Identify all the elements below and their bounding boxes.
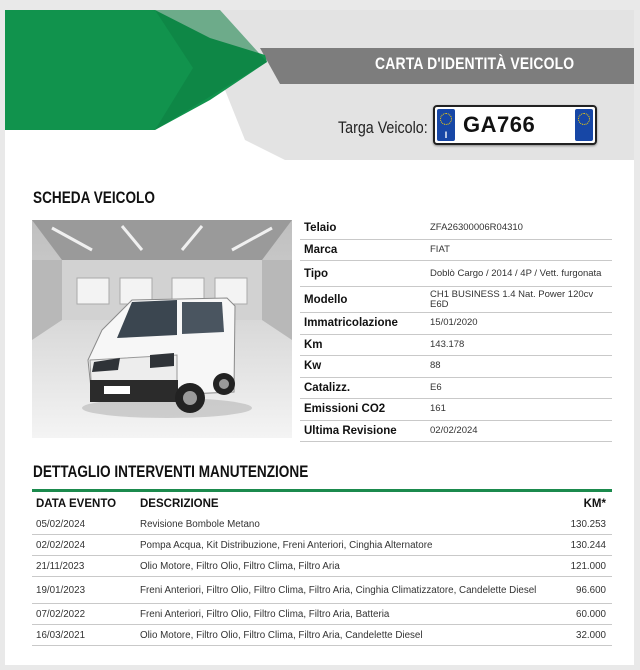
spec-value: FIAT xyxy=(430,243,450,255)
column-header-description: DESCRIZIONE xyxy=(140,498,219,510)
row-km: 60.000 xyxy=(576,608,606,620)
license-plate xyxy=(433,105,597,145)
plate-number: GA766 xyxy=(463,112,536,137)
table-row xyxy=(32,514,612,535)
spec-row-marca xyxy=(300,240,612,262)
spec-label: Immatricolazione xyxy=(304,317,398,330)
row-km: 130.253 xyxy=(570,518,606,530)
row-description: Olio Motore, Filtro Olio, Filtro Clima, Filtro Aria xyxy=(140,560,340,572)
vehicle-section-title: SCHEDA VEICOLO xyxy=(33,188,155,207)
row-description: Pompa Acqua, Kit Distribuzione, Freni Anteriori, Cinghia Alternatore xyxy=(140,539,433,551)
spec-value: 161 xyxy=(430,403,446,415)
row-date: 07/02/2022 xyxy=(36,608,86,620)
spec-value: ZFA26300006R04310 xyxy=(430,222,523,234)
row-date: 05/02/2024 xyxy=(36,518,86,530)
spec-label: Kw xyxy=(304,360,322,373)
row-description: Olio Motore, Filtro Olio, Filtro Clima, Filtro Aria, Candelette Diesel xyxy=(140,629,423,641)
spec-value: E6 xyxy=(430,381,442,393)
row-description: Freni Anteriori, Filtro Olio, Filtro Clima, Filtro Aria, Batteria xyxy=(140,608,390,620)
spec-row-kw xyxy=(300,356,612,378)
plate-label: Targa Veicolo: xyxy=(338,118,428,137)
spec-label: Telaio xyxy=(304,222,337,235)
spec-label: Catalizz. xyxy=(304,381,351,394)
spec-value: Doblò Cargo / 2014 / 4P / Vett. furgonata xyxy=(430,267,602,279)
spec-value: CH1 BUSINESS 1.4 Nat. Power 120cv E6D xyxy=(430,288,594,310)
spec-row-catalizz xyxy=(300,378,612,400)
vehicle-id-card xyxy=(5,10,634,665)
maintenance-section-title: DETTAGLIO INTERVENTI MANUTENZIONE xyxy=(33,462,309,481)
eu-flag-icon xyxy=(575,109,593,141)
page-title: CARTA D'IDENTITÀ VEICOLO xyxy=(375,54,575,73)
row-km: 121.000 xyxy=(570,560,606,572)
table-row xyxy=(32,577,612,604)
spec-row-emissioni xyxy=(300,399,612,421)
vehicle-photo xyxy=(32,220,292,438)
spec-value: 02/02/2024 xyxy=(430,424,478,436)
column-header-km: KM* xyxy=(583,498,606,510)
vehicle-spec-table xyxy=(300,218,612,442)
table-row xyxy=(32,604,612,625)
table-row xyxy=(32,535,612,556)
section-divider xyxy=(32,489,612,492)
spec-value: 15/01/2020 xyxy=(430,317,478,329)
row-description: Revisione Bombole Metano xyxy=(140,518,260,530)
row-date: 02/02/2024 xyxy=(36,539,86,551)
spec-row-tipo xyxy=(300,261,612,287)
spec-label: Km xyxy=(304,338,323,351)
spec-value: 88 xyxy=(430,360,441,372)
row-km: 96.600 xyxy=(576,584,606,596)
spec-label: Marca xyxy=(304,243,338,256)
spec-label: Tipo xyxy=(304,267,329,280)
row-date: 19/01/2023 xyxy=(36,584,86,596)
spec-row-immatricolazione xyxy=(300,313,612,335)
spec-label: Ultima Revisione xyxy=(304,424,397,437)
row-date: 16/03/2021 xyxy=(36,629,86,641)
row-km: 130.244 xyxy=(570,539,606,551)
spec-row-modello xyxy=(300,287,612,313)
spec-label: Emissioni CO2 xyxy=(304,403,386,416)
spec-value: 143.178 xyxy=(430,338,465,350)
maintenance-table xyxy=(32,514,612,646)
table-row xyxy=(32,556,612,577)
row-km: 32.000 xyxy=(576,629,606,641)
table-row xyxy=(32,625,612,646)
maintenance-table-header xyxy=(32,494,612,514)
spec-label: Modello xyxy=(304,293,348,306)
spec-row-km xyxy=(300,335,612,357)
column-header-date: DATA EVENTO xyxy=(36,498,117,510)
row-date: 21/11/2023 xyxy=(36,560,85,572)
row-description: Freni Anteriori, Filtro Olio, Filtro Clima, Filtro Aria, Cinghia Climatizzatore, Candelette Diesel xyxy=(140,584,537,596)
spec-row-revisione xyxy=(300,421,612,443)
eu-flag-icon: I xyxy=(437,109,455,141)
spec-row-telaio xyxy=(300,218,612,240)
